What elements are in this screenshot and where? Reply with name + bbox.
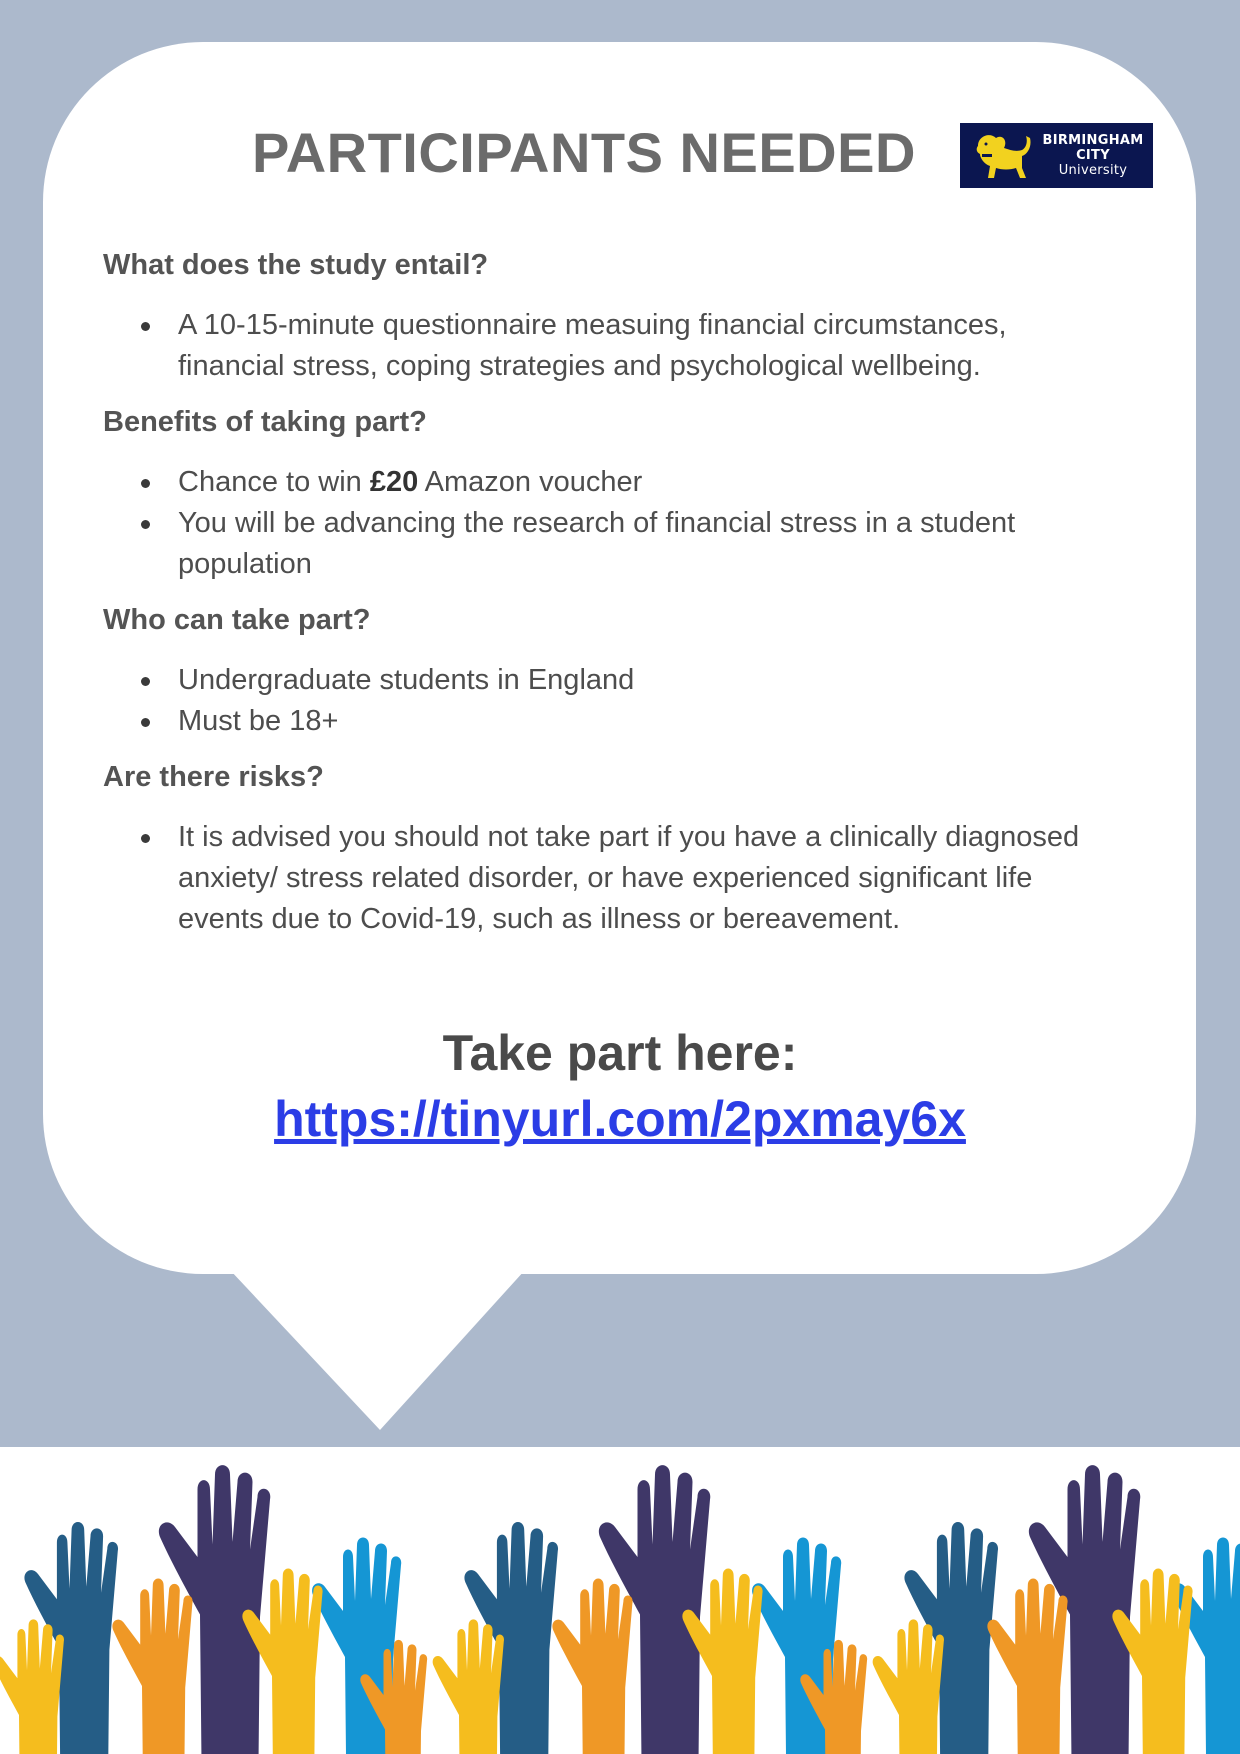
list-item: Must be 18+ bbox=[103, 701, 1113, 742]
survey-link[interactable]: https://tinyurl.com/2pxmay6x bbox=[274, 1091, 966, 1147]
section-heading: Benefits of taking part? bbox=[103, 406, 427, 438]
cta-label: Take part here: bbox=[442, 1025, 798, 1081]
hand-icon bbox=[873, 1619, 944, 1754]
list-item: A 10-15-minute questionnaire measuing financial circumstances, financial stress, coping strategies and psychological wellbeing. bbox=[103, 305, 1113, 387]
list-item bbox=[103, 462, 1113, 503]
prize-amount: £20 bbox=[369, 466, 419, 498]
bullet-list bbox=[103, 817, 1113, 940]
logo-line-3: University bbox=[1058, 163, 1128, 178]
section-risks bbox=[103, 757, 1113, 940]
hand-icon bbox=[433, 1619, 504, 1754]
section-study-entail bbox=[103, 245, 1113, 387]
list-item: It is advised you should not take part if you have a clinically diagnosed anxiety/ stress related disorder, or have experienced significant life events due to Covid-19, such as illness or bereavement. bbox=[103, 817, 1113, 940]
logo-line-1: BIRMINGHAM bbox=[1042, 133, 1144, 148]
hand-icon bbox=[552, 1578, 632, 1754]
raised-hands-illustration bbox=[0, 1447, 1240, 1754]
lion-icon bbox=[970, 128, 1032, 184]
section-heading: What does the study entail? bbox=[103, 249, 489, 281]
bullet-text: Chance to win bbox=[178, 466, 370, 498]
bullet-list bbox=[103, 305, 1113, 387]
section-heading: Are there risks? bbox=[103, 761, 324, 793]
logo-line-2: CITY bbox=[1076, 148, 1110, 163]
hand-icon bbox=[0, 1619, 64, 1754]
section-eligibility bbox=[103, 600, 1113, 742]
hand-icon bbox=[112, 1578, 192, 1754]
call-to-action bbox=[0, 1020, 1240, 1152]
bullet-list bbox=[103, 462, 1113, 585]
hands-row-front bbox=[0, 1568, 1193, 1754]
list-item: Undergraduate students in England bbox=[103, 660, 1113, 701]
hand-icon bbox=[987, 1578, 1067, 1754]
page-title: PARTICIPANTS NEEDED bbox=[252, 121, 916, 184]
list-item: You will be advancing the research of financial stress in a student population bbox=[103, 503, 1113, 585]
section-heading: Who can take part? bbox=[103, 604, 371, 636]
bullet-text: Amazon voucher bbox=[418, 466, 643, 498]
university-logo bbox=[960, 123, 1153, 188]
bullet-list bbox=[103, 660, 1113, 742]
section-benefits bbox=[103, 402, 1113, 585]
study-details bbox=[103, 245, 1113, 955]
